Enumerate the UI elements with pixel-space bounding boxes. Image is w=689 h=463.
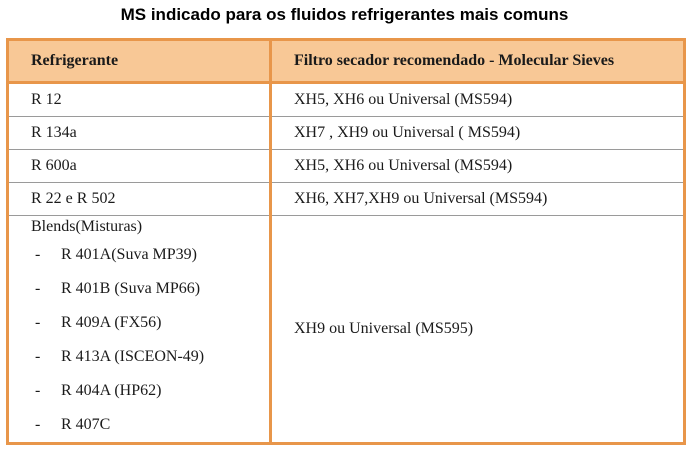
refrigerant-cell: R 22 e R 502 [8, 183, 271, 216]
blend-name: R 409A (FX56) [61, 314, 162, 331]
list-dash: - [35, 280, 41, 297]
refrigerant-cell: R 600a [8, 150, 271, 183]
table-row-blends [8, 216, 685, 444]
table-row [8, 83, 685, 117]
filter-cell: XH5, XH6 ou Universal (MS594) [271, 83, 685, 117]
table-header-row [8, 40, 685, 83]
filter-cell: XH6, XH7,XH9 ou Universal (MS594) [271, 183, 685, 216]
blends-filter-cell: XH9 ou Universal (MS595) [271, 216, 685, 444]
blend-name: R 407C [61, 416, 111, 433]
list-item [31, 408, 259, 442]
blend-name: R 401A(Suva MP39) [61, 246, 198, 263]
list-dash: - [35, 382, 41, 399]
table-row [8, 183, 685, 216]
filter-cell: XH5, XH6 ou Universal (MS594) [271, 150, 685, 183]
blend-name: R 413A (ISCEON-49) [61, 348, 205, 365]
table-row [8, 150, 685, 183]
filter-cell: XH7 , XH9 ou Universal ( MS594) [271, 117, 685, 150]
list-item [31, 238, 259, 272]
blend-name: R 404A (HP62) [61, 382, 162, 399]
list-dash: - [35, 416, 41, 433]
header-filtro: Filtro secador recomendado - Molecular Sieves [271, 40, 685, 83]
table-row [8, 117, 685, 150]
blend-name: R 401B (Suva MP66) [61, 280, 201, 297]
refrigerant-cell: R 12 [8, 83, 271, 117]
list-item [31, 306, 259, 340]
list-dash: - [35, 348, 41, 365]
page-title: MS indicado para os fluidos refrigerantes mais comuns [120, 5, 569, 24]
blends-cell [8, 216, 271, 444]
list-item [31, 374, 259, 408]
list-item [31, 272, 259, 306]
refrigerant-cell: R 134a [8, 117, 271, 150]
blends-label: Blends(Misturas) [31, 218, 143, 235]
refrigerant-table [6, 38, 686, 445]
header-refrigerante: Refrigerante [8, 40, 271, 83]
blends-list [31, 238, 259, 442]
list-dash: - [35, 246, 41, 263]
list-item [31, 340, 259, 374]
list-dash: - [35, 314, 41, 331]
